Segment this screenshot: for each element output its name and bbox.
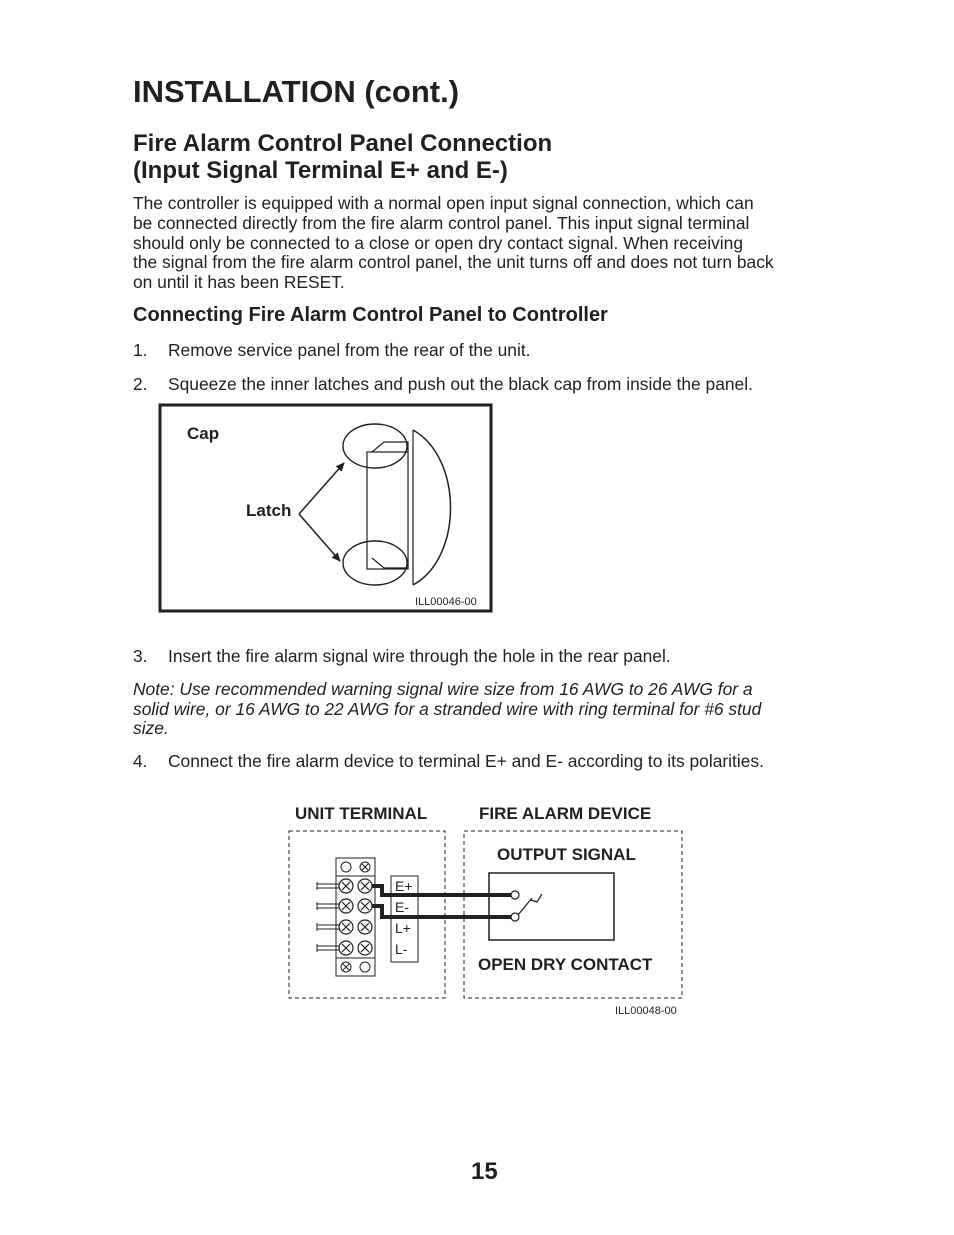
intro-line: the signal from the fire alarm control panel, the unit turns off and does not turn back: [133, 252, 774, 273]
subsection-title: Connecting Fire Alarm Control Panel to Controller: [133, 304, 608, 326]
intro-line: on until it has been RESET.: [133, 272, 345, 293]
figure-code: ILL00048-00: [615, 1005, 677, 1017]
section-title-line-2: (Input Signal Terminal E+ and E-): [133, 157, 508, 184]
step-number: 2.: [133, 374, 148, 394]
terminal-row-e-plus: [317, 879, 372, 893]
figure-code: ILL00046-00: [415, 596, 477, 608]
section-title-line-1: Fire Alarm Control Panel Connection: [133, 130, 553, 157]
intro-line: The controller is equipped with a normal open input signal connection, which can: [133, 193, 754, 213]
step-number: 3.: [133, 646, 148, 666]
switch-contact-bottom: [511, 913, 519, 921]
terminal-label-e-plus: E+: [395, 878, 413, 894]
terminal-label-l-minus: L-: [395, 941, 408, 957]
step-item: [133, 751, 873, 771]
step-text: Connect the fire alarm device to terminal E+ and E- according to its polarities.: [168, 751, 764, 771]
terminal-row-e-minus: [317, 899, 372, 913]
note-line: solid wire, or 16 AWG to 22 AWG for a stranded wire with ring terminal for #6 stud: [133, 698, 762, 719]
step-text: Insert the fire alarm signal wire through the hole in the rear panel.: [168, 646, 671, 666]
page-title: INSTALLATION (cont.): [133, 74, 460, 109]
fire-alarm-device-header: FIRE ALARM DEVICE: [479, 804, 652, 823]
open-dry-contact-label: OPEN DRY CONTACT: [478, 955, 653, 974]
step-number: 1.: [133, 340, 148, 360]
step-item: [133, 374, 853, 394]
unit-terminal-header: UNIT TERMINAL: [295, 804, 428, 823]
wiring-diagram: [280, 798, 700, 1023]
intro-line: should only be connected to a close or open dry contact signal. When receiving: [133, 232, 744, 253]
output-signal-label: OUTPUT SIGNAL: [497, 845, 636, 864]
switch-arrow: [531, 894, 542, 902]
step-item: [133, 646, 853, 666]
intro-paragraph: [133, 194, 774, 293]
unit-terminal-box: [289, 831, 445, 998]
intro-line: be connected directly from the fire alarm control panel. This input signal terminal: [133, 212, 750, 233]
note-line: Note: Use recommended warning signal wire size from 16 AWG to 26 AWG for a: [133, 679, 753, 699]
wire-size-note: [133, 680, 761, 739]
terminal-block: [336, 876, 375, 958]
terminal-top-tab: [336, 858, 375, 876]
step-number: 4.: [133, 751, 148, 771]
latch-label: Latch: [246, 501, 292, 520]
step-text: Squeeze the inner latches and push out the black cap from inside the panel.: [168, 374, 753, 394]
switch-blade: [518, 898, 532, 915]
note-line: size.: [133, 718, 169, 738]
terminal-label-l-plus: L+: [395, 920, 411, 936]
step-item: [133, 340, 853, 360]
section-title: [133, 130, 552, 184]
output-signal-box: [489, 873, 614, 940]
cap-latch-figure: [158, 403, 494, 614]
terminal-row-l-minus: [317, 941, 372, 955]
cap-label: Cap: [187, 424, 220, 443]
switch-contact-top: [511, 891, 519, 899]
page-number: 15: [471, 1158, 498, 1185]
signal-wire-e-minus: [372, 906, 512, 917]
terminal-row-l-plus: [317, 920, 372, 934]
terminal-bottom-tab: [336, 958, 375, 976]
signal-wire-e-plus: [372, 886, 512, 895]
terminal-label-e-minus: E-: [395, 899, 409, 915]
step-text: Remove service panel from the rear of the unit.: [168, 340, 531, 360]
